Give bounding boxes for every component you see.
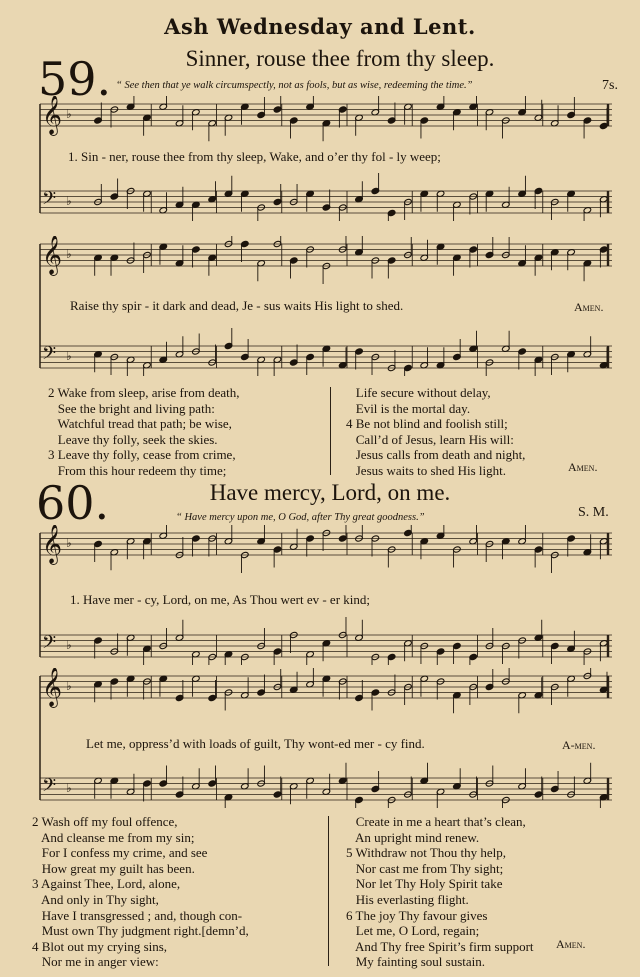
lyric-line: 1. Sin - ner, rouse thee from thy sleep, Wake, and o’er thy fol - ly weep; xyxy=(68,149,441,164)
hymn-epigraph: “ See then that ye walk circumspectly, not as fools, but as wise, redeeming the time.” xyxy=(116,80,473,91)
verses-right: Life secure without delay, Evil is the mortal day. 4 Be not blind and foolish still; Call’d of Jesus, learn His will: Jesus calls from death and night, Jesus waits to shed His light. xyxy=(346,385,526,478)
lyric-line: Raise thy spir - it dark and dead, Je - sus waits His light to shed. xyxy=(70,298,404,313)
flat-icon: ♭ xyxy=(66,679,72,693)
treble-clef-icon: 𝄞 xyxy=(42,668,63,707)
bass-clef-icon: 𝄢 xyxy=(42,343,57,369)
flat-icon: ♭ xyxy=(66,247,72,261)
section-title: Ash Wednesday and Lent. xyxy=(164,14,476,39)
hymn-epigraph: “ Have mercy upon me, O God, after Thy great goodness.” xyxy=(176,512,425,523)
flat-icon: ♭ xyxy=(66,107,72,121)
flat-icon: ♭ xyxy=(66,349,72,363)
column-divider xyxy=(330,387,331,475)
bass-clef-icon: 𝄢 xyxy=(42,775,57,801)
amen-label: Amen. xyxy=(556,937,586,951)
flat-icon: ♭ xyxy=(66,536,72,550)
treble-clef-icon: 𝄞 xyxy=(42,525,63,564)
flat-icon: ♭ xyxy=(66,194,72,208)
flat-icon: ♭ xyxy=(66,781,72,795)
hymn-title: Sinner, rouse thee from thy sleep. xyxy=(185,46,495,71)
treble-clef-icon: 𝄞 xyxy=(42,96,63,135)
hymn-number: 59. xyxy=(38,52,112,106)
flat-icon: ♭ xyxy=(66,638,72,652)
amen-label: A-men. xyxy=(562,738,596,752)
hymn-number: 60. xyxy=(36,476,110,530)
verses-left: 2 Wake from sleep, arise from death, See the bright and living path: Watchful tread that path; be wise, Leave thy folly, seek the skies. 3 Leave thy folly, cease from crime, From this hour redeem thy time; xyxy=(48,385,240,478)
hymn-title: Have mercy, Lord, on me. xyxy=(209,480,451,505)
verses-right: Create in me a heart that’s clean, An upright mind renew. 5 Withdraw not Thou thy help, Nor cast me from Thy sight; Nor let Thy Holy Spirit take His everlasting flight. 6 The joy Thy favour gives Let me, O Lord, regain; And Thy free Spirit’s firm support My fainting soul sustain. xyxy=(346,814,534,970)
hymn-meter: 7s. xyxy=(602,78,618,93)
bass-clef-icon: 𝄢 xyxy=(42,632,57,658)
amen-label: Amen. xyxy=(568,460,598,474)
amen-label: Amen. xyxy=(574,300,604,314)
column-divider xyxy=(328,816,329,966)
lyric-line: Let me, oppress’d with loads of guilt, Thy wont-ed mer - cy find. xyxy=(86,736,425,751)
treble-clef-icon: 𝄞 xyxy=(42,236,63,275)
lyric-line: 1. Have mer - cy, Lord, on me, As Thou wert ev - er kind; xyxy=(70,592,371,607)
verses-left: 2 Wash off my foul offence, And cleanse me from my sin; For I confess my crime, and see How great my guilt has been. 3 Against Thee, Lord, alone, And only in Thy sight, Have I transgressed ; and, though con- Must own Thy judgment right.[demn’d, 4 Blot out my crying sins, Nor me in anger view: xyxy=(32,814,249,970)
bass-clef-icon: 𝄢 xyxy=(42,188,57,214)
hymn-meter: S. M. xyxy=(578,505,609,520)
